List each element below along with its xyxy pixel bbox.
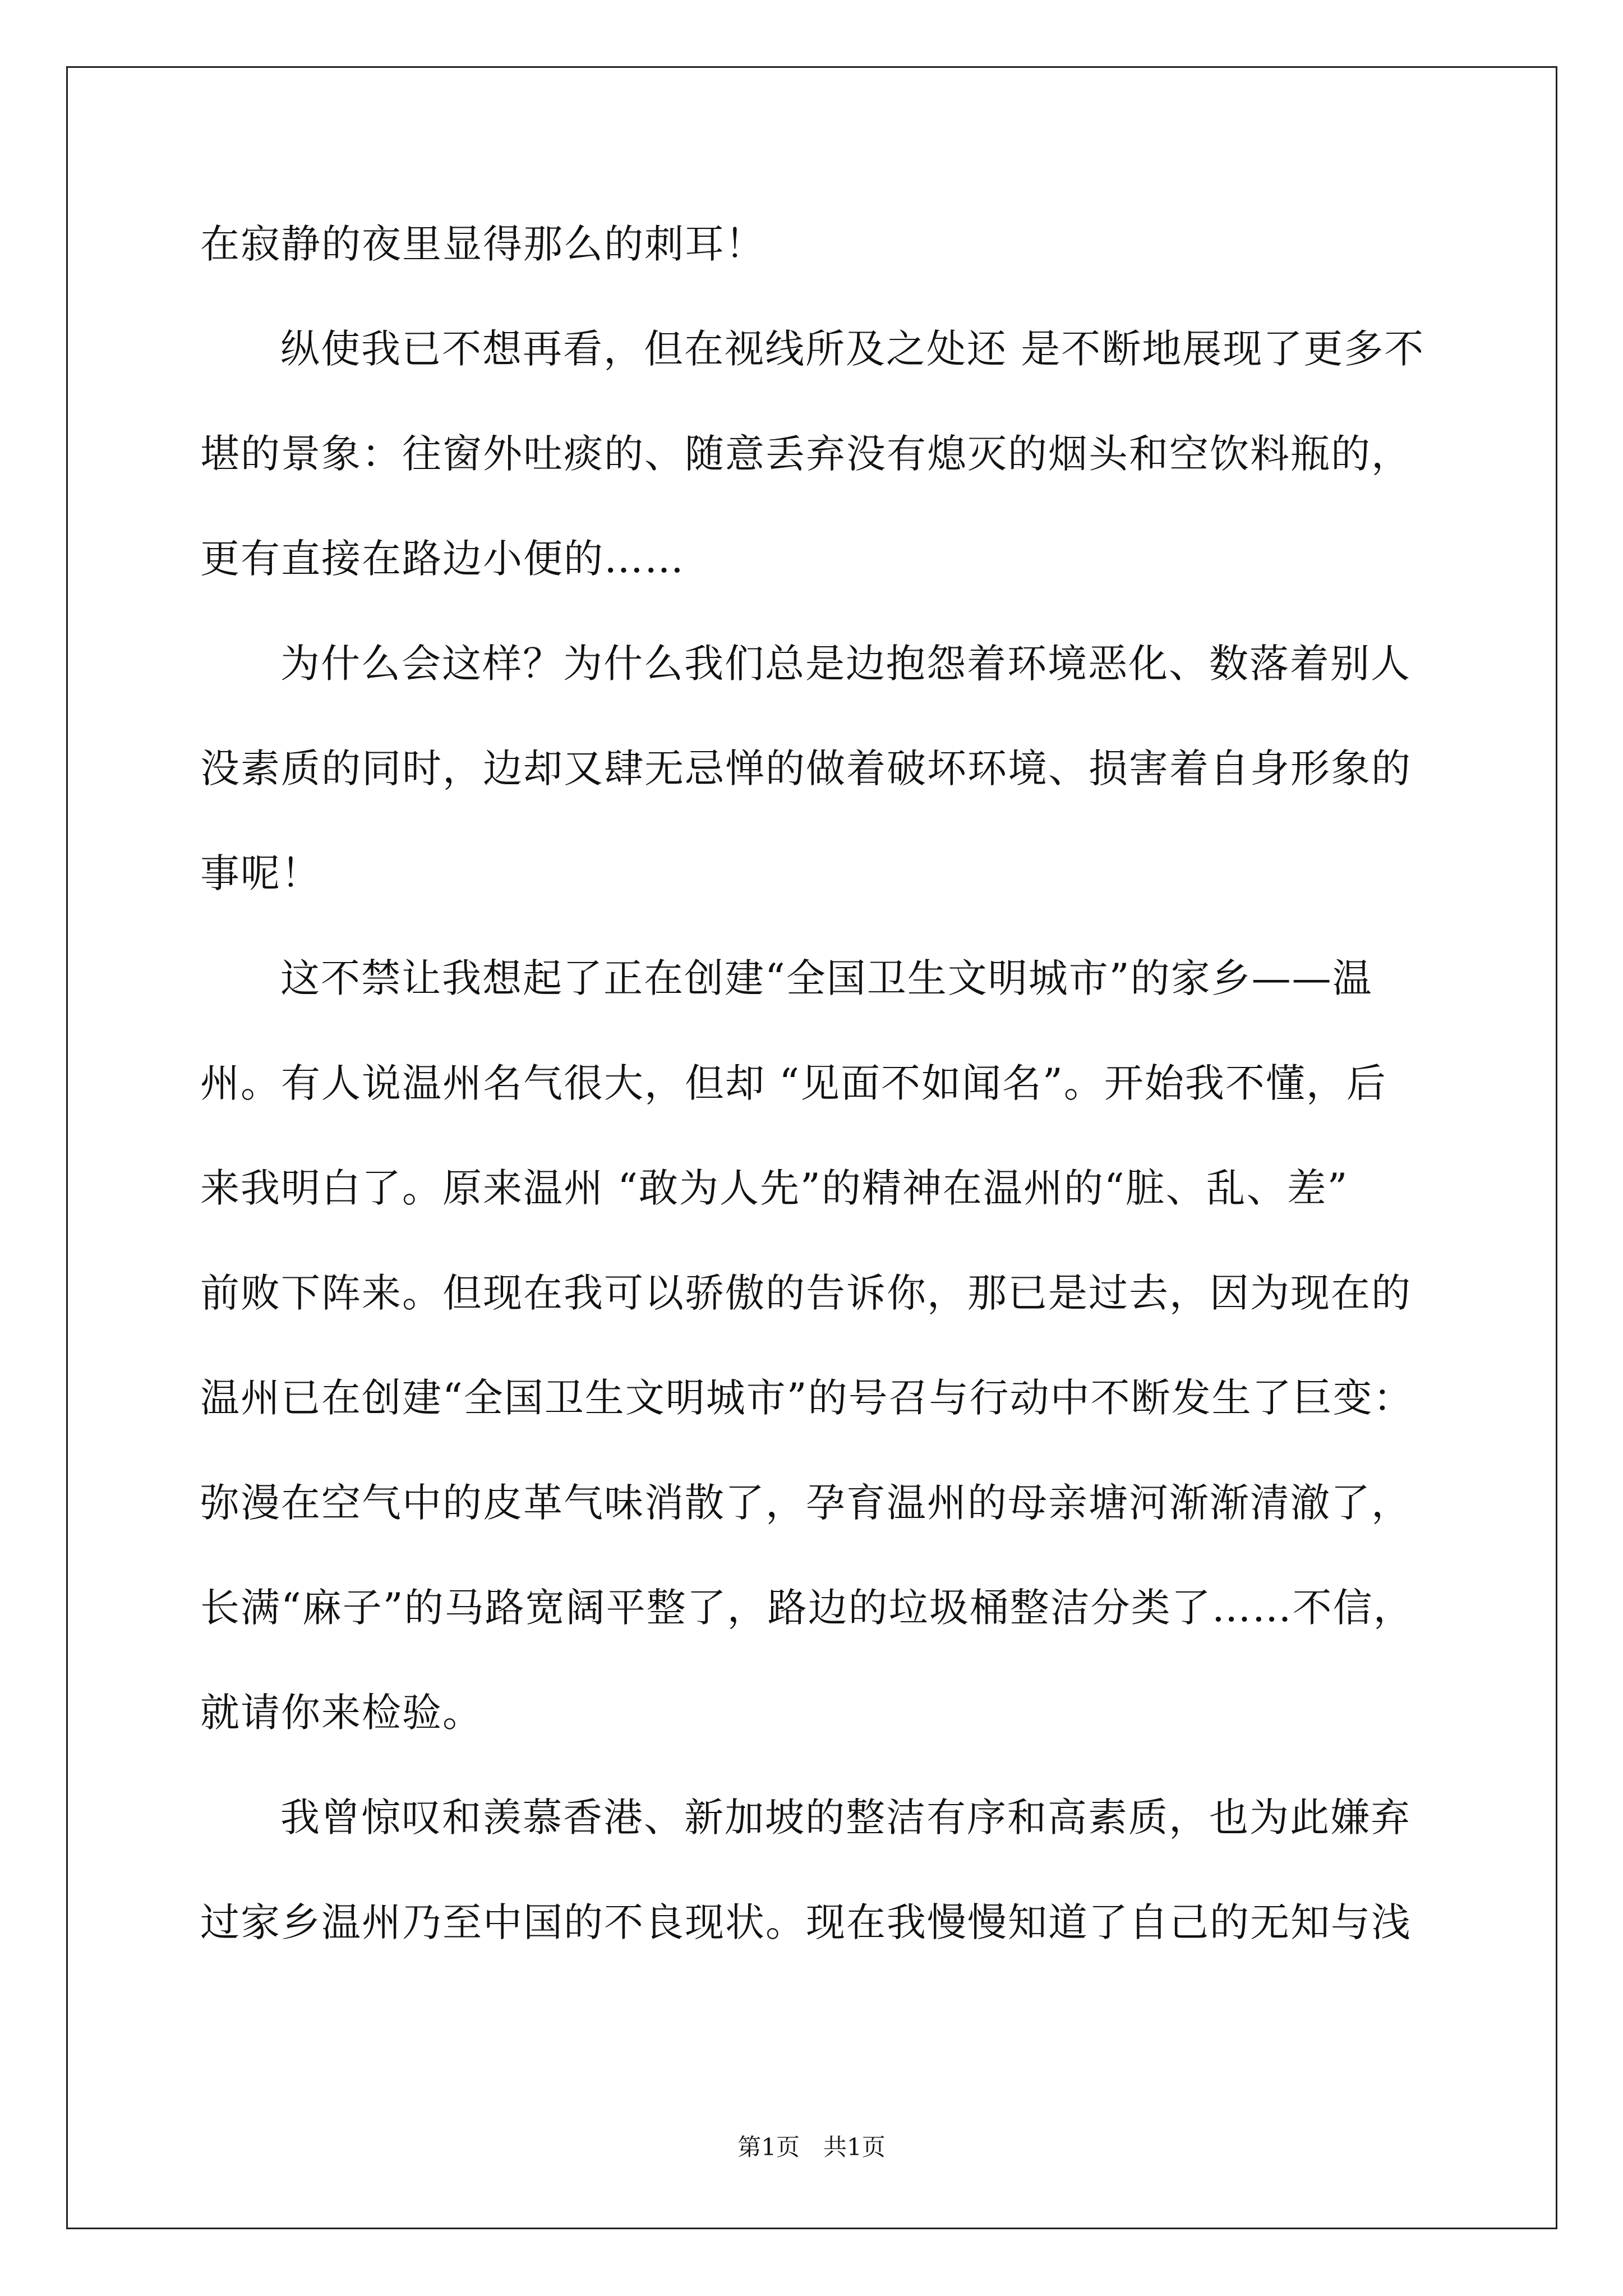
paragraph-start-line: 为什么会这样？为什么我们总是边抱怨着环境恶化、数落着别人	[280, 641, 1411, 687]
text-line: 堪的景象：往窗外吐痰的、随意丢弃没有熄灭的烟头和空饮料瓶的，	[200, 431, 1412, 477]
paragraph-start-line: 纵使我已不想再看，但在视线所及之处还 是不断地展现了更多不	[280, 326, 1425, 372]
text-line: 长满“麻子”的马路宽阔平整了，路边的垃圾桶整洁分类了……不信，	[200, 1585, 1414, 1631]
text-line: 没素质的同时，边却又肆无忌惮的做着破坏环境、损害着自身形象的	[200, 746, 1412, 792]
text-line: 在寂静的夜里显得那么的刺耳！	[200, 221, 766, 267]
text-line: 事呢！	[200, 850, 321, 896]
paragraph-start-line: 这不禁让我想起了正在创建“全国卫生文明城市”的家乡——温	[280, 955, 1373, 1001]
paragraph-start-line: 我曾惊叹和羡慕香港、新加坡的整洁有序和高素质，也为此嫌弃	[280, 1795, 1411, 1841]
text-line: 温州已在创建“全国卫生文明城市”的号召与行动中不断发生了巨变：	[200, 1375, 1414, 1421]
text-line: 前败下阵来。但现在我可以骄傲的告诉你，那已是过去，因为现在的	[200, 1270, 1412, 1316]
text-line: 州。有人说温州名气很大，但却 “见面不如闻名”。开始我不懂，后	[200, 1060, 1387, 1106]
page-number-footer: 第1页 共1页	[737, 2133, 886, 2161]
document-body	[200, 216, 1434, 1999]
text-line: 就请你来检验。	[200, 1690, 483, 1736]
text-line: 弥漫在空气中的皮革气味消散了，孕育温州的母亲塘河渐渐清澈了，	[200, 1480, 1412, 1526]
text-line: 更有直接在路边小便的……	[200, 536, 685, 582]
text-line: 过家乡温州乃至中国的不良现状。现在我慢慢知道了自己的无知与浅	[200, 1899, 1412, 1945]
text-line: 来我明白了。原来温州 “敢为人先”的精神在温州的“脏、乱、差”	[200, 1165, 1349, 1211]
